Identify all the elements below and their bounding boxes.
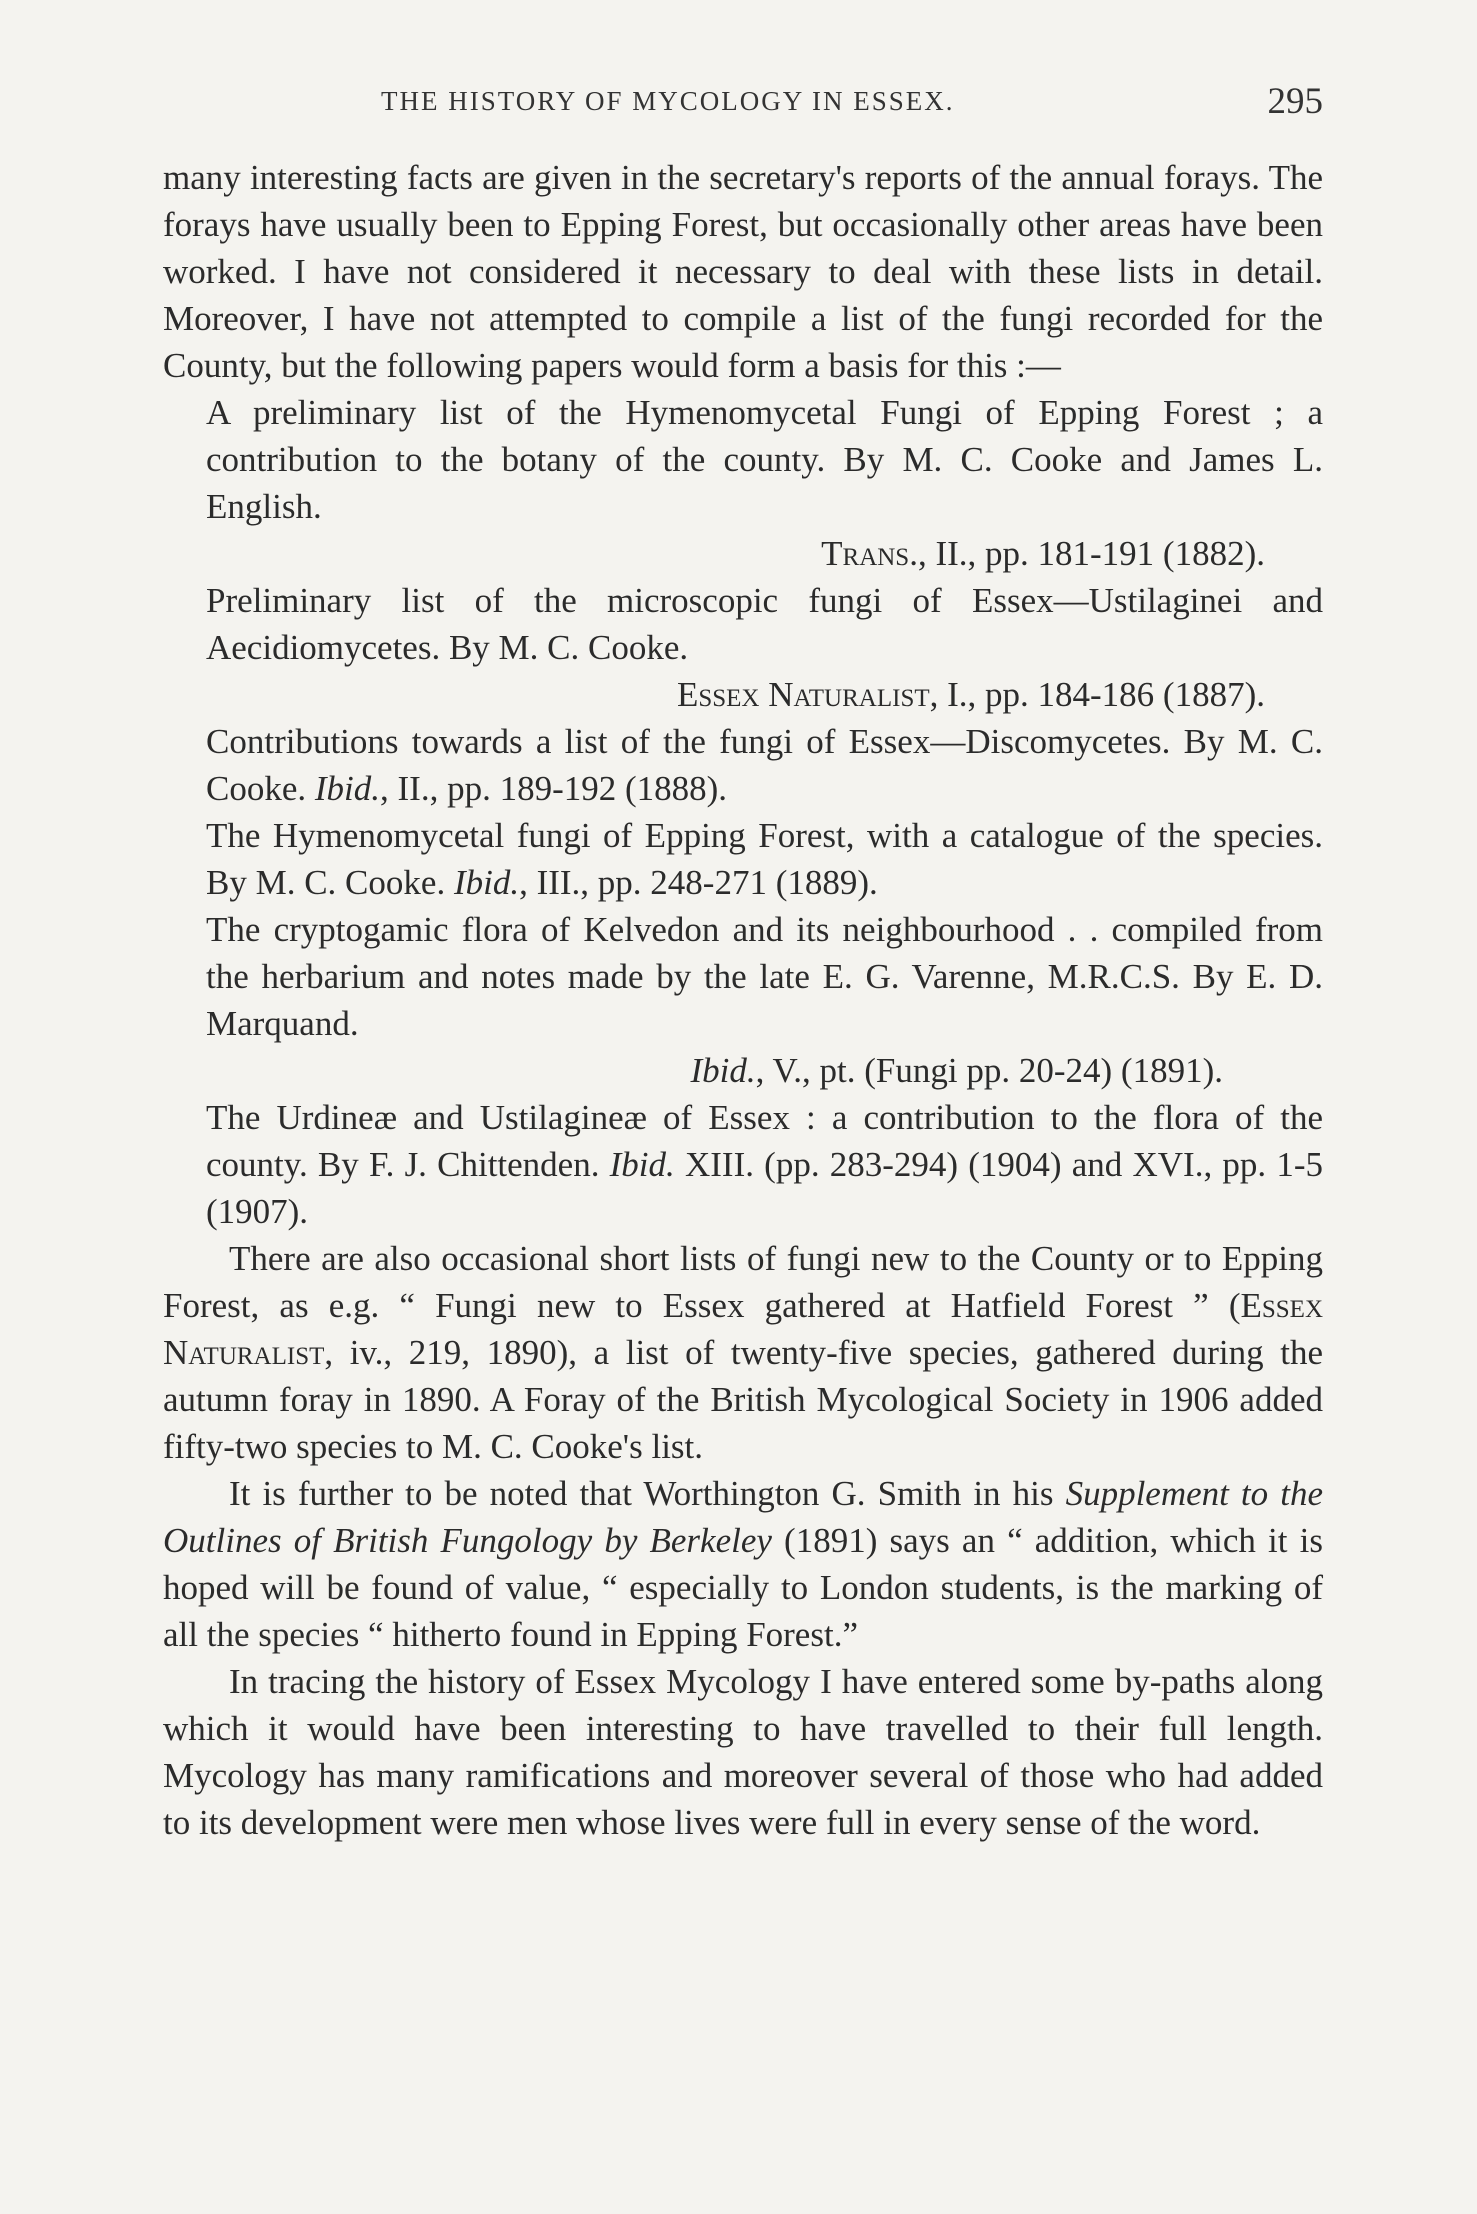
paragraph-text: It is further to be noted that Worthington G. Smith in his <box>229 1474 1066 1513</box>
ibid-mark: Ibid. <box>314 769 381 808</box>
reference-list <box>163 389 1323 1235</box>
page-body <box>163 154 1323 1846</box>
paragraph-text: (1891) says an “ addition, which it is hoped will be found of value, “ especially to London students, is the marking of all the species “ hitherto found in Epping Forest.” <box>163 1521 1323 1654</box>
reference-item <box>206 389 1323 577</box>
reference-citation: , I., pp. 184-186 (1887). <box>929 675 1265 714</box>
ibid-mark: Ibid. <box>609 1145 675 1184</box>
smith-paragraph <box>163 1470 1323 1658</box>
reference-item <box>206 906 1323 1094</box>
reference-citation: , V., pt. (Fungi pp. 20-24) (1891). <box>755 1051 1223 1090</box>
intro-paragraph: many interesting facts are given in the secretary's reports of the annual forays. The forays have usually been to Epping Forest, but occasionally other areas have been worked. I have not considered it necessary to deal with these lists in detail. Moreover, I have not attempted to compile a list of the fungi recorded for the County, but the following papers would form a basis for this :— <box>163 158 1323 385</box>
reference-entry: The cryptogamic flora of Kelvedon and its neighbourhood . . compiled from the herbarium and notes made by the late E. G. Varenne, M.R.C.S. By E. D. Marquand. <box>206 910 1323 1043</box>
closing-paragraph: In tracing the history of Essex Mycology I have entered some by-paths along which it would have been interesting to have travelled to their full length. Mycology has many ramifications and moreover several of those who had added to its development were men whose lives were full in every sense of the word. <box>163 1662 1323 1842</box>
reference-item <box>206 812 1323 906</box>
reference-citation: , II., pp. 189-192 (1888). <box>380 769 728 808</box>
paragraph-text: , iv., 219, 1890), a list of twenty-five species, gathered during the autumn foray in 1890. A Foray of the British Mycological Society in 1906 added fifty-two species to M. C. Cooke's list. <box>163 1333 1323 1466</box>
reference-item <box>206 1094 1323 1235</box>
book-title: Supplement to the Outlines of British Fungology by Berkeley <box>163 1474 1323 1560</box>
ibid-mark: Ibid. <box>453 863 520 902</box>
reference-entry: Contributions towards a list of the fungi of Essex—Discomycetes. By M. C. Cooke. <box>206 722 1323 808</box>
journal-name: Essex Naturalist <box>676 675 930 714</box>
reference-citation: , III., pp. 248-271 (1889). <box>519 863 878 902</box>
reference-entry: Preliminary list of the microscopic fungi of Essex—Ustilaginei and Aecidiomycetes. By M. C. Cooke. <box>206 581 1323 667</box>
journal-name: Essex Naturalist <box>163 1286 1323 1372</box>
reference-source <box>206 671 1323 718</box>
running-head <box>163 80 1323 124</box>
paragraph-text: There are also occasional short lists of fungi new to the County or to Epping Forest, as e.g. “ Fungi new to Essex gathered at Hatfield Forest ” ( <box>163 1239 1323 1325</box>
reference-entry: A preliminary list of the Hymenomycetal Fungi of Epping Forest ; a contribution to the botany of the county. By M. C. Cooke and James L. English. <box>206 393 1323 526</box>
reference-source <box>206 1047 1323 1094</box>
reference-entry: The Hymenomycetal fungi of Epping Forest, with a catalogue of the species. By M. C. Cooke. <box>206 816 1323 902</box>
page-number: 295 <box>1267 81 1323 122</box>
reference-citation: XIII. (pp. 283-294) (1904) and XVI., pp. 1-5 (1907). <box>206 1145 1323 1231</box>
journal-name: Trans. <box>821 534 918 573</box>
reference-entry: The Urdineæ and Ustilagineæ of Essex : a contribution to the flora of the county. By F. J. Chittenden. <box>206 1098 1323 1184</box>
ibid-mark: Ibid. <box>690 1051 756 1090</box>
running-title: THE HISTORY OF MYCOLOGY IN ESSEX. <box>381 86 955 116</box>
short-lists-paragraph <box>163 1235 1323 1470</box>
reference-source <box>206 530 1323 577</box>
reference-item <box>206 718 1323 812</box>
reference-citation: , II., pp. 181-191 (1882). <box>917 534 1265 573</box>
reference-item <box>206 577 1323 718</box>
